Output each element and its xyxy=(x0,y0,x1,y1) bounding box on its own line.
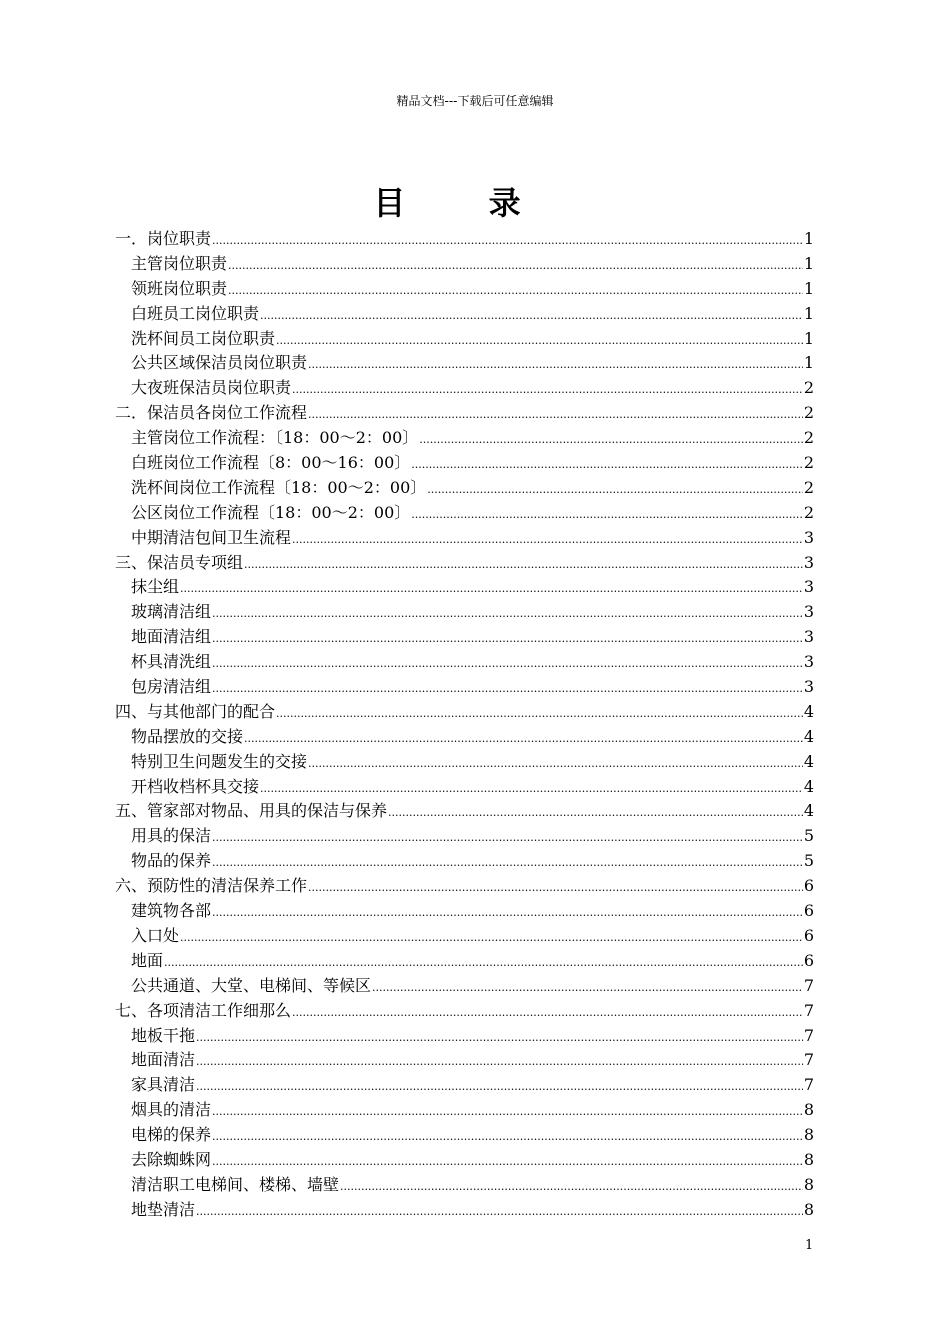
toc-entry-page: 8 xyxy=(803,1100,814,1120)
toc-entry-page: 2 xyxy=(803,502,814,522)
toc-dot-leader xyxy=(196,1050,803,1075)
toc-dot-leader xyxy=(212,602,803,627)
toc-entry-text: 公区岗位工作流程〔18：00～2：00〕 xyxy=(131,502,411,522)
toc-entry-text: 七、各项清洁工作细那么 xyxy=(115,1000,292,1020)
toc-entry-text: 一．岗位职责 xyxy=(115,229,212,248)
toc-entry-text: 去除蜘蛛网 xyxy=(131,1149,212,1169)
toc-dot-leader xyxy=(276,702,803,727)
toc-entry-text: 用具的保洁 xyxy=(131,826,212,846)
toc-entry[interactable] xyxy=(115,351,814,376)
toc-entry-text: 洗杯间岗位工作流程〔18：00～2：00〕 xyxy=(131,477,427,497)
toc-entry[interactable] xyxy=(115,1123,814,1148)
toc-entry-text: 入口处 xyxy=(131,925,180,945)
toc-entry[interactable] xyxy=(115,999,814,1024)
toc-dot-leader xyxy=(292,1001,803,1026)
toc-entry-page: 2 xyxy=(803,477,814,497)
toc-entry[interactable] xyxy=(115,1073,814,1098)
toc-entry-page: 7 xyxy=(803,1000,814,1020)
toc-entry[interactable] xyxy=(115,924,814,949)
toc-entry-text: 白班员工岗位职责 xyxy=(131,303,260,323)
toc-dot-leader xyxy=(308,353,803,378)
toc-dot-leader xyxy=(308,876,803,901)
toc-entry-page: 3 xyxy=(803,652,814,672)
toc-dot-leader xyxy=(212,229,803,254)
toc-entry-page: 8 xyxy=(803,1149,814,1169)
toc-entry-page: 4 xyxy=(803,701,814,721)
toc-entry-text: 六、预防性的清洁保养工作 xyxy=(115,876,308,896)
toc-dot-leader xyxy=(292,378,803,403)
toc-entry-page: 7 xyxy=(803,1025,814,1045)
toc-entry-text: 开档收档杯具交接 xyxy=(131,776,260,796)
toc-entry-text: 电梯的保养 xyxy=(131,1125,212,1145)
toc-entry-text: 地板干拖 xyxy=(131,1025,196,1045)
toc-entry[interactable] xyxy=(115,625,814,650)
toc-entry-text: 领班岗位职责 xyxy=(131,278,228,298)
toc-entry-page: 4 xyxy=(803,776,814,796)
toc-entry[interactable] xyxy=(115,277,814,302)
toc-entry-page: 3 xyxy=(803,677,814,697)
toc-entry[interactable] xyxy=(115,725,814,750)
toc-dot-leader xyxy=(212,1100,803,1125)
toc-entry-text: 三、保洁员专项组 xyxy=(115,552,244,572)
toc-entry[interactable] xyxy=(115,327,814,352)
toc-entry[interactable] xyxy=(115,451,814,476)
toc-entry-page: 6 xyxy=(803,876,814,896)
toc-entry-page: 8 xyxy=(803,1174,814,1194)
toc-entry-text: 五、管家部对物品、用具的保洁与保养 xyxy=(115,801,388,821)
toc-dot-leader xyxy=(212,826,803,851)
toc-entry-page: 2 xyxy=(803,453,814,473)
table-of-contents xyxy=(115,227,814,1223)
toc-entry[interactable] xyxy=(115,302,814,327)
toc-entry-text: 杯具清洗组 xyxy=(131,652,212,672)
toc-entry-text: 清洁职工电梯间、楼梯、墙壁 xyxy=(131,1174,340,1194)
toc-entry[interactable] xyxy=(115,775,814,800)
toc-dot-leader xyxy=(308,403,803,428)
toc-entry-page: 1 xyxy=(803,303,814,323)
toc-dot-leader xyxy=(212,677,803,702)
toc-entry[interactable] xyxy=(115,750,814,775)
toc-entry[interactable] xyxy=(115,501,814,526)
toc-entry-page: 7 xyxy=(803,975,814,995)
toc-entry-page: 8 xyxy=(803,1125,814,1145)
toc-dot-leader xyxy=(427,478,803,503)
toc-dot-leader xyxy=(212,901,803,926)
toc-entry-text: 地垫清洁 xyxy=(131,1199,196,1219)
toc-entry[interactable] xyxy=(115,1048,814,1073)
toc-entry-text: 中期清洁包间卫生流程 xyxy=(131,527,292,547)
toc-entry[interactable] xyxy=(115,252,814,277)
toc-entry[interactable] xyxy=(115,675,814,700)
toc-entry[interactable] xyxy=(115,899,814,924)
toc-entry-text: 二．保洁员各岗位工作流程 xyxy=(115,403,308,423)
toc-dot-leader xyxy=(196,1200,803,1225)
toc-entry-page: 3 xyxy=(803,552,814,572)
toc-entry-text: 家具清洁 xyxy=(131,1075,196,1095)
toc-entry-page: 4 xyxy=(803,726,814,746)
toc-entry-page: 6 xyxy=(803,950,814,970)
toc-entry-text: 玻璃清洁组 xyxy=(131,602,212,622)
toc-entry[interactable] xyxy=(115,426,814,451)
toc-dot-leader xyxy=(196,1075,803,1100)
toc-dot-leader xyxy=(411,453,803,478)
toc-entry-page: 3 xyxy=(803,627,814,647)
toc-entry[interactable] xyxy=(115,824,814,849)
toc-dot-leader xyxy=(340,1175,803,1200)
toc-entry[interactable] xyxy=(115,949,814,974)
page-header: 精品文档---下载后可任意编辑 xyxy=(396,94,554,108)
toc-entry-page: 3 xyxy=(803,602,814,622)
toc-dot-leader xyxy=(244,727,803,752)
toc-title: 目 录 xyxy=(373,184,557,222)
toc-entry-text: 地面 xyxy=(131,950,164,970)
toc-entry-page: 1 xyxy=(803,229,814,248)
toc-entry-text: 主管岗位职责 xyxy=(131,253,228,273)
toc-dot-leader xyxy=(276,329,803,354)
toc-dot-leader xyxy=(228,254,803,279)
toc-entry-text: 物品的保养 xyxy=(131,851,212,871)
toc-dot-leader xyxy=(212,652,803,677)
toc-entry-text: 洗杯间员工岗位职责 xyxy=(131,328,276,348)
toc-entry-text: 烟具的清洁 xyxy=(131,1100,212,1120)
toc-entry-text: 公共区域保洁员岗位职责 xyxy=(131,353,308,373)
toc-entry-page: 1 xyxy=(803,253,814,273)
toc-entry[interactable] xyxy=(115,227,814,252)
toc-entry-page: 1 xyxy=(803,278,814,298)
toc-dot-leader xyxy=(212,1150,803,1175)
toc-entry-page: 8 xyxy=(803,1199,814,1219)
toc-entry[interactable] xyxy=(115,1098,814,1123)
toc-dot-leader xyxy=(260,777,803,802)
toc-entry[interactable] xyxy=(115,650,814,675)
toc-entry[interactable] xyxy=(115,376,814,401)
toc-entry[interactable] xyxy=(115,575,814,600)
toc-dot-leader xyxy=(180,577,803,602)
toc-entry-text: 大夜班保洁员岗位职责 xyxy=(131,378,292,398)
toc-entry[interactable] xyxy=(115,526,814,551)
toc-entry-page: 6 xyxy=(803,901,814,921)
toc-entry-text: 建筑物各部 xyxy=(131,901,212,921)
toc-dot-leader xyxy=(244,553,803,578)
toc-dot-leader xyxy=(372,976,803,1001)
toc-entry-text: 白班岗位工作流程〔8：00～16：00〕 xyxy=(131,453,411,473)
toc-dot-leader xyxy=(212,851,803,876)
toc-entry-page: 7 xyxy=(803,1075,814,1095)
toc-dot-leader xyxy=(388,801,803,826)
toc-entry[interactable] xyxy=(115,799,814,824)
toc-entry[interactable] xyxy=(115,874,814,899)
toc-entry-text: 抹尘组 xyxy=(131,577,180,597)
toc-dot-leader xyxy=(196,1026,803,1051)
toc-entry-page: 3 xyxy=(803,577,814,597)
toc-entry[interactable] xyxy=(115,1173,814,1198)
toc-entry-page: 2 xyxy=(803,428,814,448)
toc-dot-leader xyxy=(228,279,803,304)
toc-entry-page: 6 xyxy=(803,925,814,945)
toc-entry[interactable] xyxy=(115,476,814,501)
toc-dot-leader xyxy=(260,304,803,329)
toc-entry-text: 四、与其他部门的配合 xyxy=(115,701,276,721)
toc-entry-text: 特别卫生问题发生的交接 xyxy=(131,751,308,771)
toc-entry-page: 7 xyxy=(803,1050,814,1070)
toc-dot-leader xyxy=(419,428,803,453)
toc-entry[interactable] xyxy=(115,600,814,625)
toc-entry[interactable] xyxy=(115,849,814,874)
toc-dot-leader xyxy=(292,528,803,553)
toc-entry-text: 包房清洁组 xyxy=(131,677,212,697)
toc-entry-page: 5 xyxy=(803,851,814,871)
toc-entry[interactable] xyxy=(115,1198,814,1223)
toc-dot-leader xyxy=(308,752,803,777)
toc-entry-page: 2 xyxy=(803,378,814,398)
toc-entry-page: 5 xyxy=(803,826,814,846)
toc-entry[interactable] xyxy=(115,401,814,426)
toc-dot-leader xyxy=(411,503,803,528)
toc-entry[interactable] xyxy=(115,1024,814,1049)
toc-entry-text: 地面清洁组 xyxy=(131,627,212,647)
toc-entry-page: 4 xyxy=(803,801,814,821)
toc-entry-page: 1 xyxy=(803,353,814,373)
toc-dot-leader xyxy=(212,627,803,652)
toc-entry-page: 1 xyxy=(803,328,814,348)
toc-entry-text: 物品摆放的交接 xyxy=(131,726,244,746)
toc-entry[interactable] xyxy=(115,974,814,999)
page-number: 1 xyxy=(805,1238,814,1253)
toc-entry-page: 2 xyxy=(803,403,814,423)
toc-entry[interactable] xyxy=(115,1148,814,1173)
toc-entry[interactable] xyxy=(115,551,814,576)
toc-dot-leader xyxy=(212,1125,803,1150)
toc-entry[interactable] xyxy=(115,700,814,725)
toc-entry-text: 主管岗位工作流程：〔18：00～2：00〕 xyxy=(131,428,419,448)
toc-entry-page: 3 xyxy=(803,527,814,547)
toc-dot-leader xyxy=(180,926,803,951)
toc-entry-text: 公共通道、大堂、电梯间、等候区 xyxy=(131,975,372,995)
toc-dot-leader xyxy=(164,951,803,976)
toc-entry-text: 地面清洁 xyxy=(131,1050,196,1070)
toc-entry-page: 4 xyxy=(803,751,814,771)
